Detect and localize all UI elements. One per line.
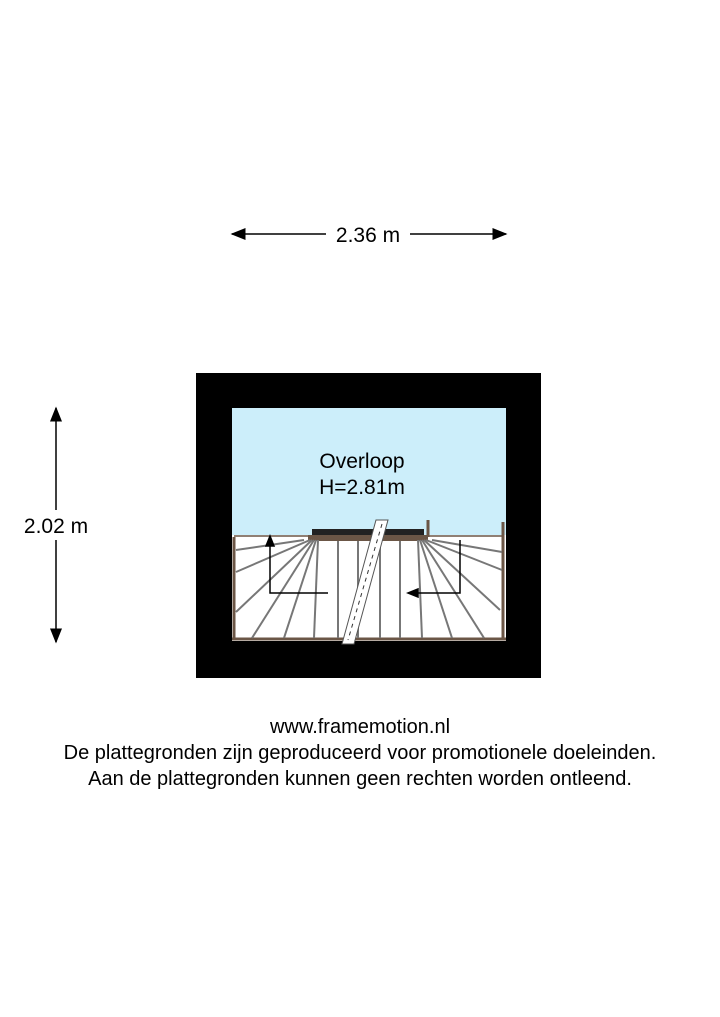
room-name: Overloop: [319, 450, 405, 473]
footer-url: www.framemotion.nl: [269, 716, 451, 738]
room-height: H=2.81m: [319, 476, 405, 499]
hatch-frame: [312, 529, 424, 535]
footer-disclaimer-2: Aan de plattegronden kunnen geen rechten worden ontleend.: [88, 768, 632, 790]
width-dimension: [232, 224, 506, 247]
height-dimension: [24, 408, 88, 642]
height-label: 2.02 m: [23, 515, 89, 538]
width-label: 2.36 m: [335, 224, 401, 247]
footer-disclaimer-1: De plattegronden zijn geproduceerd voor promotionele doeleinden.: [63, 742, 657, 764]
stair-landing-bar: [308, 535, 428, 541]
footer: [0, 714, 720, 792]
